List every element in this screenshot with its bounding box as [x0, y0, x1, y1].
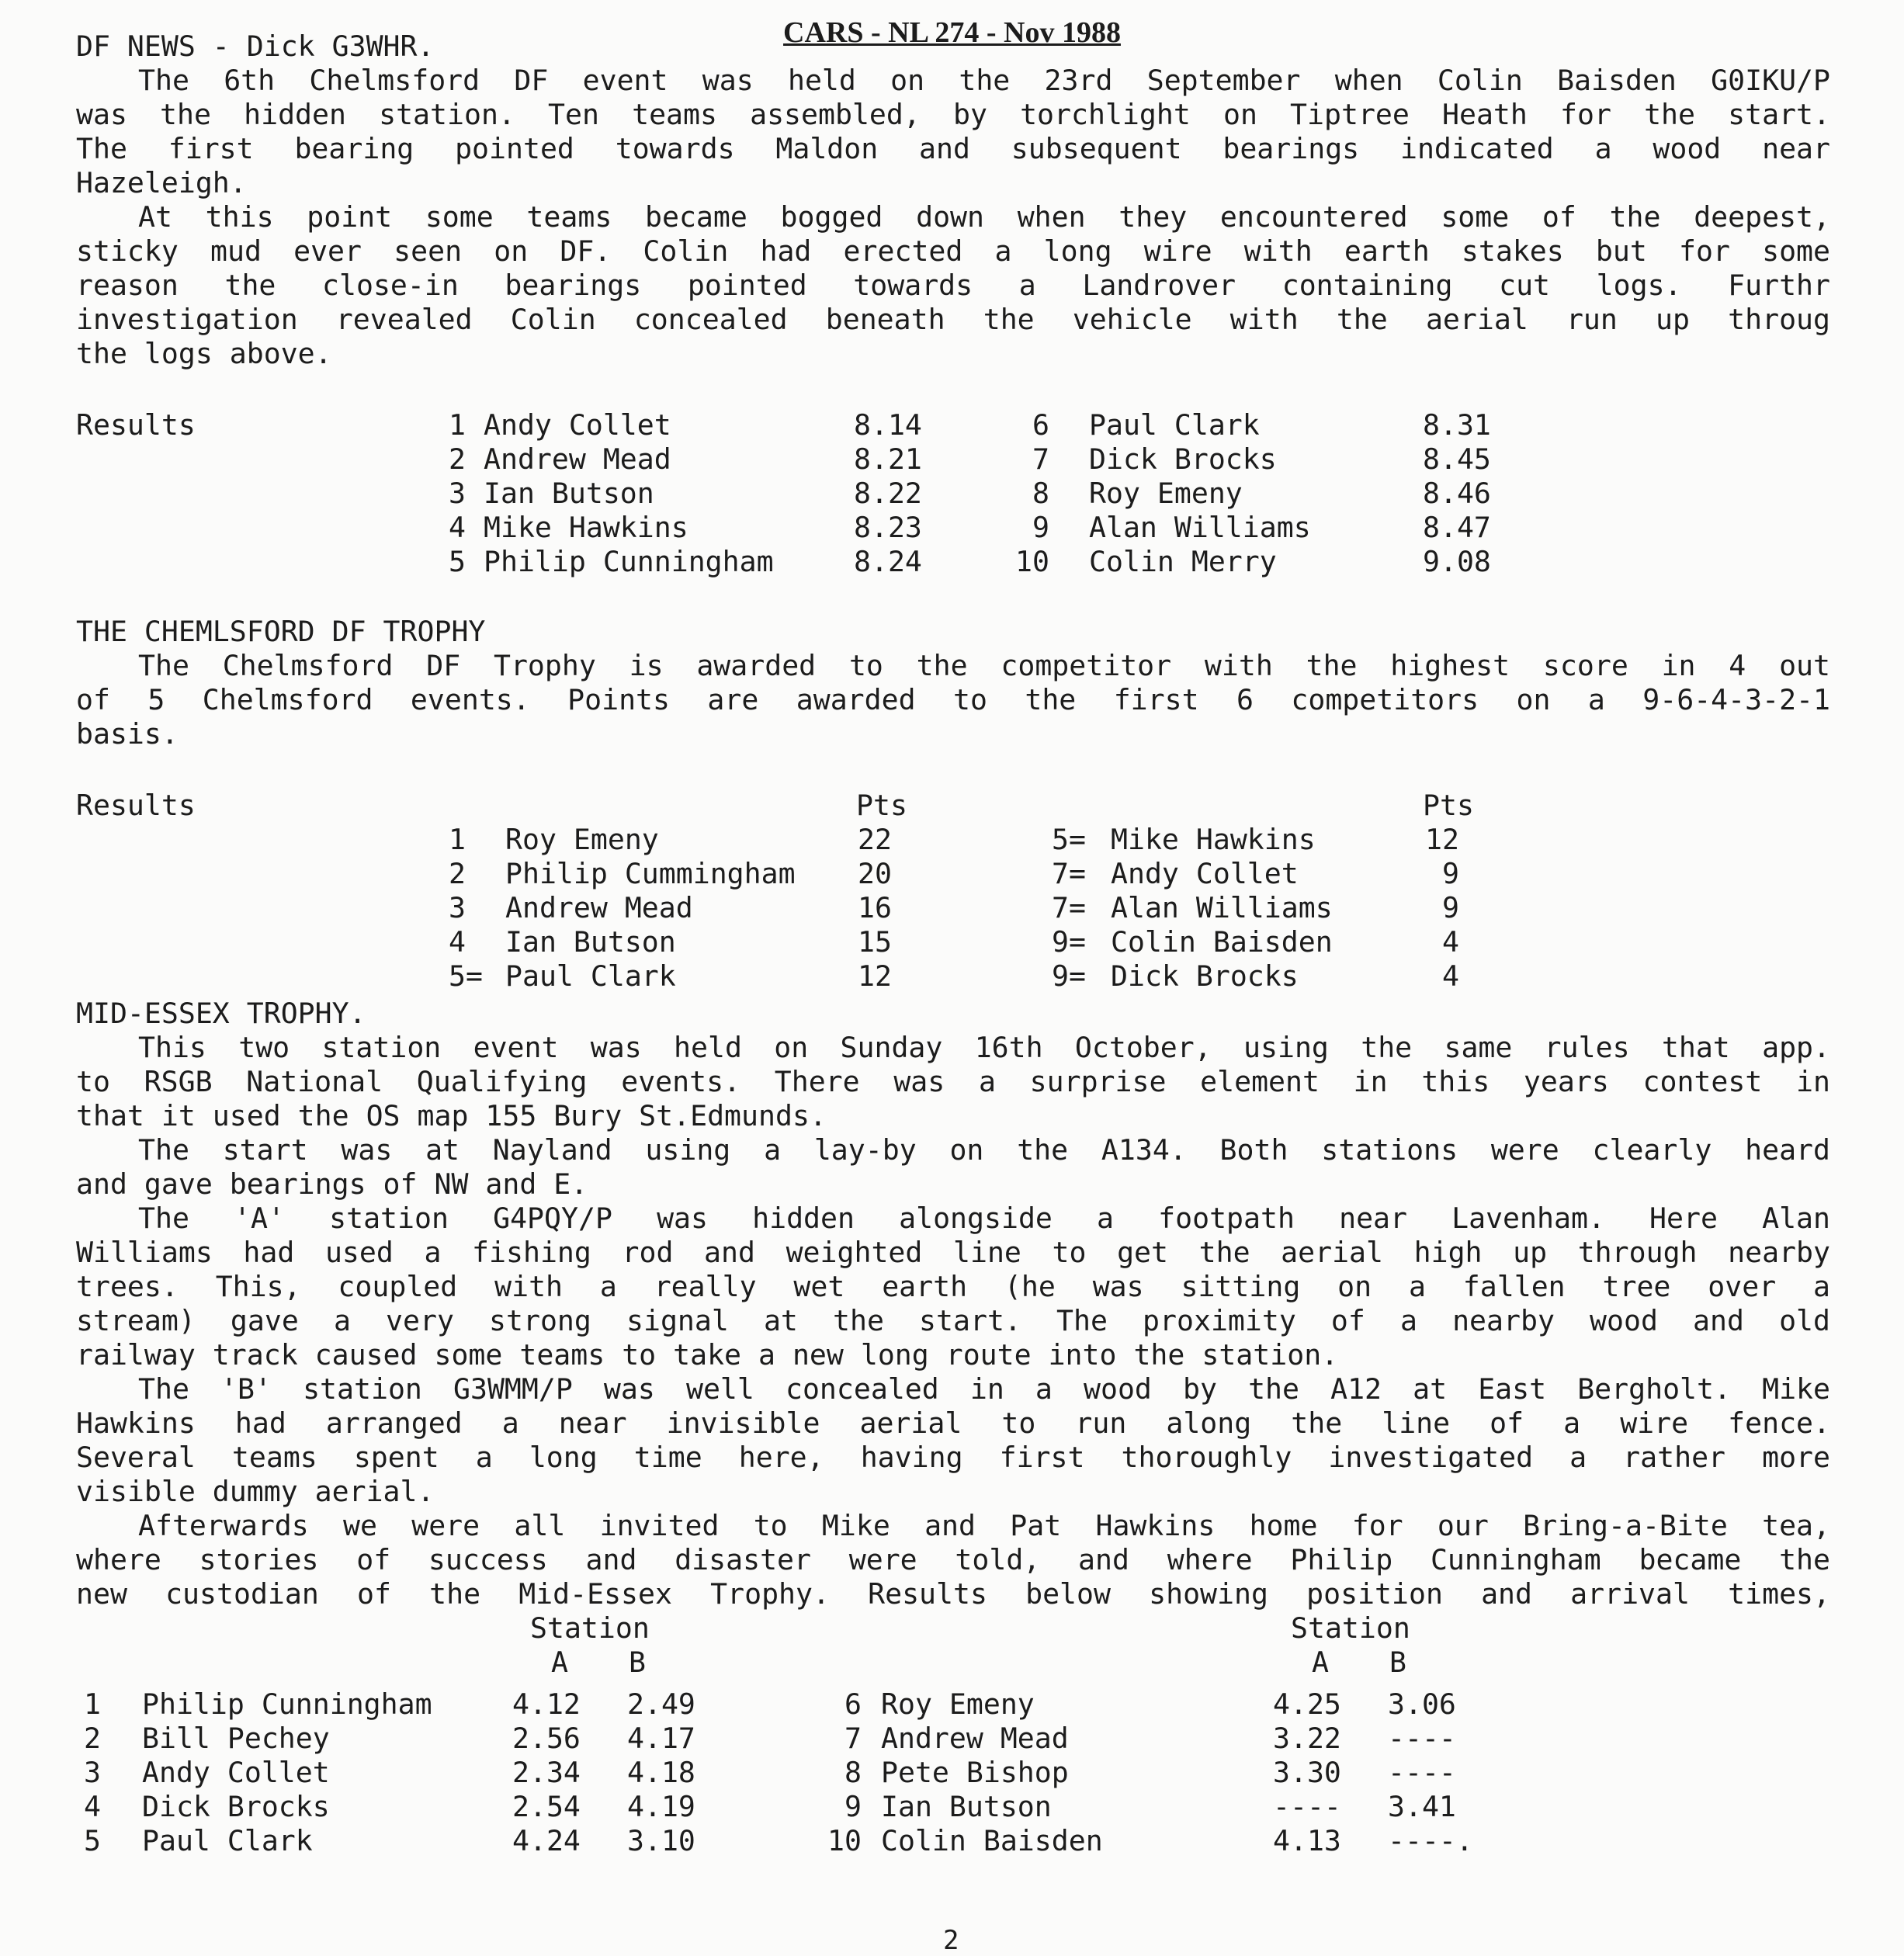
result-time: 8.23	[854, 511, 922, 544]
result-position: 5	[449, 545, 466, 578]
text-line: new custodian of the Mid-Essex Trophy. Results below showing position and arrival times,	[76, 1577, 1830, 1611]
result-position: 3	[449, 477, 466, 510]
result-time: 8.24	[854, 545, 922, 578]
text-line: and gave bearings of NW and E.	[76, 1167, 588, 1201]
trophy-points: 4	[1442, 925, 1459, 959]
mid-essex-title: MID-ESSEX TROPHY.	[76, 997, 366, 1030]
text-line: The 6th Chelmsford DF event was held on the 23rd September when Colin Baisden G0IKU/P	[138, 64, 1830, 97]
result-time: 9.08	[1423, 545, 1491, 578]
mid-essex-time-b: 3.10	[627, 1824, 695, 1857]
text-line: Afterwards we were all invited to Mike and Pat Hawkins home for our Bring-a-Bite tea,	[138, 1509, 1830, 1542]
trophy-name: Ian Butson	[505, 925, 676, 959]
trophy-position: 3	[449, 891, 466, 924]
text-line: The 'B' station G3WMM/P was well concealed in a wood by the A12 at East Bergholt. Mike	[138, 1372, 1830, 1406]
mid-essex-position: 2	[84, 1722, 101, 1755]
trophy-name: Alan Williams	[1111, 891, 1333, 924]
chelmsford-trophy-paragraph	[76, 649, 1830, 751]
result-position: 6	[1032, 408, 1049, 442]
mid-essex-position: 7	[844, 1722, 862, 1755]
page-number: 2	[943, 1925, 959, 1956]
trophy-pts-header-left: Pts	[856, 789, 907, 822]
result-name: Philip Cunningham	[484, 545, 774, 578]
mid-essex-position: 4	[84, 1790, 101, 1823]
result-name: Mike Hawkins	[484, 511, 688, 544]
trophy-points: 9	[1442, 857, 1459, 890]
result-position: 4	[449, 511, 466, 544]
result-position: 7	[1032, 442, 1049, 476]
trophy-position: 9=	[1052, 959, 1086, 993]
mid-essex-time-a: ----	[1273, 1790, 1341, 1823]
trophy-pts-header-right: Pts	[1423, 789, 1474, 822]
mid-essex-name: Dick Brocks	[142, 1790, 330, 1823]
mid-essex-paragraph-1	[76, 1031, 1830, 1133]
text-line: Hazeleigh.	[76, 166, 247, 199]
trophy-position: 9=	[1052, 925, 1086, 959]
text-line: of 5 Chelmsford events. Points are awarded to the first 6 competitors on a 9-6-4-3-2-1	[76, 683, 1830, 716]
mid-essex-time-b: 4.18	[627, 1756, 695, 1789]
mid-essex-name: Bill Pechey	[142, 1722, 330, 1755]
text-line: At this point some teams became bogged down when they encountered some of the deepest,	[138, 200, 1830, 234]
text-line: Williams had used a fishing rod and weighted line to get the aerial high up through nearby	[76, 1236, 1830, 1269]
mid-essex-position: 1	[84, 1687, 101, 1721]
trophy-position: 1	[449, 823, 466, 856]
mid-essex-name: Andrew Mead	[881, 1722, 1069, 1755]
station-header-right: Station	[1291, 1611, 1410, 1645]
result-name: Andy Collet	[484, 408, 671, 442]
mid-essex-time-b: ----	[1388, 1756, 1456, 1789]
result-time: 8.45	[1423, 442, 1491, 476]
text-line: the logs above.	[76, 337, 332, 370]
mid-essex-paragraph-4	[76, 1372, 1830, 1509]
mid-essex-name: Andy Collet	[142, 1756, 330, 1789]
trophy-points: 4	[1442, 959, 1459, 993]
result-position: 1	[449, 408, 466, 442]
df-news-paragraph-1	[76, 64, 1830, 200]
mid-essex-name: Pete Bishop	[881, 1756, 1069, 1789]
text-line: Several teams spent a long time here, having first thoroughly investigated a rather more	[76, 1441, 1830, 1474]
df-results-label: Results	[76, 408, 196, 442]
text-line: basis.	[76, 717, 179, 751]
text-line: visible dummy aerial.	[76, 1475, 435, 1508]
trophy-name: Paul Clark	[505, 959, 676, 993]
mid-essex-time-b: 4.17	[627, 1722, 695, 1755]
text-line: was the hidden station. Ten teams assembled, by torchlight on Tiptree Heath for the start.	[76, 98, 1830, 131]
text-line: railway track caused some teams to take a new long route into the station.	[76, 1338, 1339, 1372]
result-position: 9	[1032, 511, 1049, 544]
text-line: The 'A' station G4PQY/P was hidden alongside a footpath near Lavenham. Here Alan	[138, 1202, 1830, 1235]
df-news-title: DF NEWS - Dick G3WHR.	[76, 29, 435, 63]
mid-essex-time-a: 2.34	[512, 1756, 581, 1789]
trophy-name: Mike Hawkins	[1111, 823, 1316, 856]
trophy-position: 4	[449, 925, 466, 959]
mid-essex-time-b: 3.41	[1388, 1790, 1456, 1823]
trophy-points: 16	[858, 891, 892, 924]
trophy-name: Colin Baisden	[1111, 925, 1333, 959]
mid-essex-time-a: 3.30	[1273, 1756, 1341, 1789]
trophy-points: 20	[858, 857, 892, 890]
result-time: 8.14	[854, 408, 922, 442]
mid-essex-time-a: 4.12	[512, 1687, 581, 1721]
mid-essex-name: Paul Clark	[142, 1824, 313, 1857]
result-name: Paul Clark	[1089, 408, 1260, 442]
text-line: sticky mud ever seen on DF. Colin had erected a long wire with earth stakes but for some	[76, 234, 1830, 268]
df-news-paragraph-2	[76, 200, 1830, 371]
mid-essex-name: Philip Cunningham	[142, 1687, 432, 1721]
mid-essex-time-b: 2.49	[627, 1687, 695, 1721]
text-line: investigation revealed Colin concealed beneath the vehicle with the aerial run up throug	[76, 303, 1830, 336]
trophy-position: 7=	[1052, 891, 1086, 924]
mid-essex-name: Roy Emeny	[881, 1687, 1035, 1721]
result-time: 8.31	[1423, 408, 1491, 442]
trophy-points: 12	[858, 959, 892, 993]
result-name: Ian Butson	[484, 477, 654, 510]
mid-essex-time-b: ----	[1388, 1722, 1456, 1755]
mid-essex-name: Colin Baisden	[881, 1824, 1103, 1857]
text-line: The start was at Nayland using a lay-by on the A134. Both stations were clearly heard	[138, 1133, 1830, 1167]
text-line: reason the close-in bearings pointed towards a Landrover containing cut logs. Furthr	[76, 269, 1830, 302]
mid-essex-position: 6	[844, 1687, 862, 1721]
mid-essex-time-a: 4.24	[512, 1824, 581, 1857]
result-name: Dick Brocks	[1089, 442, 1277, 476]
mid-essex-time-a: 2.54	[512, 1790, 581, 1823]
mid-essex-time-a: 4.13	[1273, 1824, 1341, 1857]
result-name: Roy Emeny	[1089, 477, 1243, 510]
text-line: This two station event was held on Sunday 16th October, using the same rules that app.	[138, 1031, 1830, 1064]
result-time: 8.21	[854, 442, 922, 476]
trophy-results-label: Results	[76, 789, 196, 822]
text-line: where stories of success and disaster were told, and where Philip Cunningham became the	[76, 1543, 1830, 1576]
mid-essex-paragraph-5	[76, 1509, 1830, 1611]
trophy-position: 7=	[1052, 857, 1086, 890]
mid-essex-paragraph-2	[76, 1133, 1830, 1202]
station-a-header-right: A	[1312, 1646, 1329, 1679]
trophy-position: 5=	[449, 959, 483, 993]
station-b-header-left: B	[629, 1646, 646, 1679]
mid-essex-paragraph-3	[76, 1202, 1830, 1372]
trophy-points: 15	[858, 925, 892, 959]
text-line: stream) gave a very strong signal at the start. The proximity of a nearby wood and old	[76, 1304, 1830, 1337]
trophy-name: Andrew Mead	[505, 891, 693, 924]
result-time: 8.22	[854, 477, 922, 510]
result-position: 8	[1032, 477, 1049, 510]
trophy-name: Philip Cummingham	[505, 857, 796, 890]
trophy-points: 22	[858, 823, 892, 856]
result-time: 8.46	[1423, 477, 1491, 510]
mid-essex-position: 8	[844, 1756, 862, 1789]
result-time: 8.47	[1423, 511, 1491, 544]
trophy-position: 2	[449, 857, 466, 890]
mid-essex-position: 10	[827, 1824, 862, 1857]
mid-essex-time-b: 4.19	[627, 1790, 695, 1823]
text-line: Hawkins had arranged a near invisible aerial to run along the line of a wire fence.	[76, 1406, 1830, 1440]
chelmsford-trophy-title: THE CHEMLSFORD DF TROPHY	[76, 615, 486, 648]
mid-essex-position: 5	[84, 1824, 101, 1857]
trophy-name: Dick Brocks	[1111, 959, 1299, 993]
page-header: CARS - NL 274 - Nov 1988	[783, 16, 1121, 49]
result-position: 2	[449, 442, 466, 476]
trophy-points: 12	[1425, 823, 1459, 856]
station-header-left: Station	[530, 1611, 650, 1645]
station-b-header-right: B	[1389, 1646, 1406, 1679]
result-position: 10	[1015, 545, 1049, 578]
trophy-points: 9	[1442, 891, 1459, 924]
mid-essex-position: 3	[84, 1756, 101, 1789]
trophy-name: Andy Collet	[1111, 857, 1299, 890]
mid-essex-time-b: 3.06	[1388, 1687, 1456, 1721]
text-line: trees. This, coupled with a really wet earth (he was sitting on a fallen tree over a	[76, 1270, 1830, 1303]
mid-essex-time-b: ----.	[1388, 1824, 1473, 1857]
mid-essex-time-a: 4.25	[1273, 1687, 1341, 1721]
station-a-header-left: A	[551, 1646, 568, 1679]
trophy-name: Roy Emeny	[505, 823, 659, 856]
text-line: to RSGB National Qualifying events. There was a surprise element in this years contest in	[76, 1065, 1830, 1098]
mid-essex-position: 9	[844, 1790, 862, 1823]
mid-essex-time-a: 3.22	[1273, 1722, 1341, 1755]
mid-essex-name: Ian Butson	[881, 1790, 1052, 1823]
result-name: Alan Williams	[1089, 511, 1311, 544]
text-line: that it used the OS map 155 Bury St.Edmunds.	[76, 1099, 827, 1132]
text-line: The Chelmsford DF Trophy is awarded to the competitor with the highest score in 4 out	[138, 649, 1830, 682]
trophy-position: 5=	[1052, 823, 1086, 856]
mid-essex-time-a: 2.56	[512, 1722, 581, 1755]
result-name: Andrew Mead	[484, 442, 671, 476]
text-line: The first bearing pointed towards Maldon and subsequent bearings indicated a wood near	[76, 132, 1830, 165]
result-name: Colin Merry	[1089, 545, 1277, 578]
